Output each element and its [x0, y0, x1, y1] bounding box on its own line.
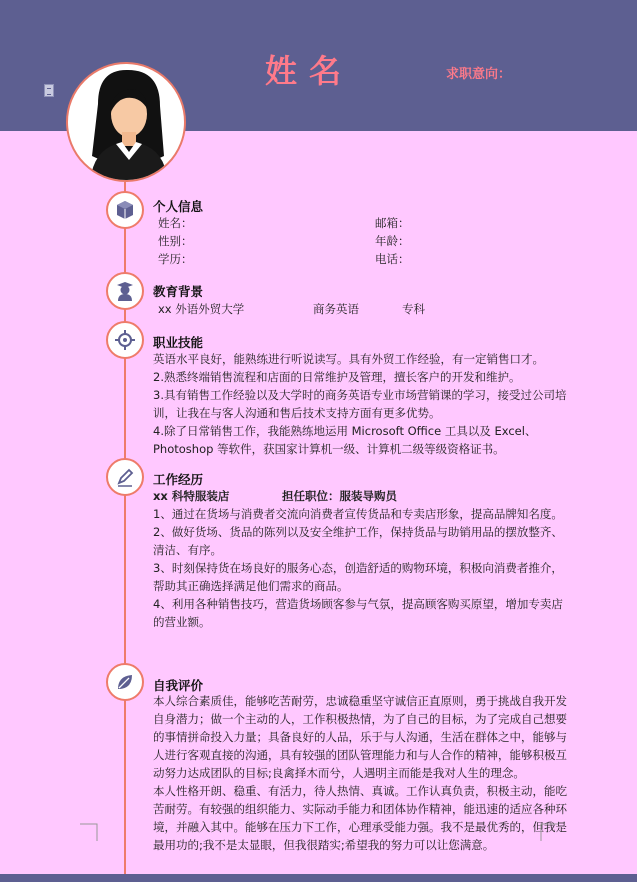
skills-line: Photoshop 等软件，获国家计算机一级、计算机二级等级资格证书。: [153, 442, 505, 456]
self-eval-title: 自我评价: [153, 678, 204, 693]
page-corner-mark-left: [80, 823, 98, 841]
page-corner-mark-right: [540, 823, 558, 841]
self-eval-list: [153, 692, 583, 854]
name-label: 姓名：: [158, 216, 193, 230]
work-line: 1、通过在货场与消费者交流向消费者宣传货品和专卖店形象，提高品牌知名度。: [153, 507, 563, 521]
work-line: 清洁、有序。: [153, 543, 222, 557]
self-eval-line: 本人性格开朗、稳重、有活力，待人热情、真诚。工作认真负责，积极主动，能吃: [153, 784, 567, 798]
leaf-icon: [114, 671, 136, 693]
self-eval-line: 自身潜力；做一个主动的人，工作积极热情，为了自己的目标，为了完成自己想要: [153, 712, 567, 726]
skills-node: [106, 321, 144, 359]
avatar: [66, 62, 186, 182]
skills-line: 英语水平良好，能熟练进行听说读写。具有外贸工作经验，有一定销售口才。: [153, 352, 544, 366]
school-name: xx 外语外贸大学: [158, 302, 245, 316]
personal-info-title: 个人信息: [153, 199, 204, 214]
skills-list: [153, 350, 583, 458]
company-name: xx 科特服装店: [153, 489, 230, 503]
work-title: 工作经历: [153, 472, 204, 487]
info-cube-icon: [114, 199, 136, 221]
work-list: [153, 505, 583, 631]
personal-info-node: [106, 191, 144, 229]
self-eval-line: 动努力达成团队的目标;良禽择木而兮，人遇明主而能是我对人生的理念。: [153, 766, 525, 780]
major-name: 商务英语: [313, 302, 359, 316]
phone-label: 电话：: [375, 252, 410, 266]
work-line: 2、做好货场、货品的陈列以及安全维护工作，保持货品与助销用品的摆放整齐、: [153, 525, 563, 539]
self-eval-line: 的事情拼命投入力量；具备良好的人品，乐于与人沟通，生活在群体之中，能够与: [153, 730, 567, 744]
work-line: 3、时刻保持货在场良好的服务心态，创造舒适的购物环境，积极向消费者推介，: [153, 561, 563, 575]
resume-name: 姓名: [265, 52, 354, 90]
skills-line: 3.具有销售工作经验以及大学时的商务英语专业市场营销课的学习，接受过公司培: [153, 388, 567, 402]
skills-line: 2.熟悉终端销售流程和店面的日常维护及管理，擅长客户的开发和维护。: [153, 370, 521, 384]
degree-name: 专科: [402, 302, 425, 316]
skills-line: 4.除了日常销售工作，我能熟练地运用 Microsoft Office 工具以及 Excel、: [153, 424, 537, 438]
self-eval-line: 苦耐劳。有较强的组织能力、实际动手能力和团体协作精神，能迅速的适应各种环: [153, 802, 567, 816]
job-intent-label: 求职意向：: [446, 67, 512, 82]
self-eval-line: 最用功的;我不是太显眼，但我很踏实;希望我的努力可以让您满意。: [153, 838, 495, 852]
document-icon: [44, 84, 54, 97]
woman-avatar-icon: [68, 64, 186, 182]
work-line: 4、利用各种销售技巧，营造货场顾客参与气氛，提高顾客购买原望，增加专卖店: [153, 597, 563, 611]
position-name: 担任职位：服装导购员: [282, 489, 397, 503]
pencil-icon: [114, 466, 136, 488]
education-title: 教育背景: [153, 284, 204, 299]
target-icon: [114, 329, 136, 351]
education-node: [106, 272, 144, 310]
work-line: 的营业额。: [153, 615, 211, 629]
gender-label: 性别：: [158, 234, 193, 248]
work-line: 帮助其正确选择满足他们需求的商品。: [153, 579, 349, 593]
self-eval-line: 人进行客观直接的沟通，具有较强的团队管理能力和与人合作的精神，能够积极互: [153, 748, 567, 762]
education-label: 学历：: [158, 252, 193, 266]
self-eval-line: 本人综合素质佳，能够吃苦耐劳，忠诚稳重坚守诚信正直原则，勇于挑战自我开发: [153, 694, 567, 708]
graduate-icon: [114, 280, 136, 302]
email-label: 邮箱：: [375, 216, 410, 230]
work-node: [106, 458, 144, 496]
footer-band: [0, 874, 637, 882]
skills-line: 训，让我在与客人沟通和售后技术支持方面有更多优势。: [153, 406, 441, 420]
self-eval-line: 境，并融入其中。能够在压力下工作，心理承受能力强。我不是最优秀的，但我是: [153, 820, 567, 834]
skills-title: 职业技能: [153, 335, 204, 350]
age-label: 年龄：: [375, 234, 410, 248]
self-eval-node: [106, 663, 144, 701]
